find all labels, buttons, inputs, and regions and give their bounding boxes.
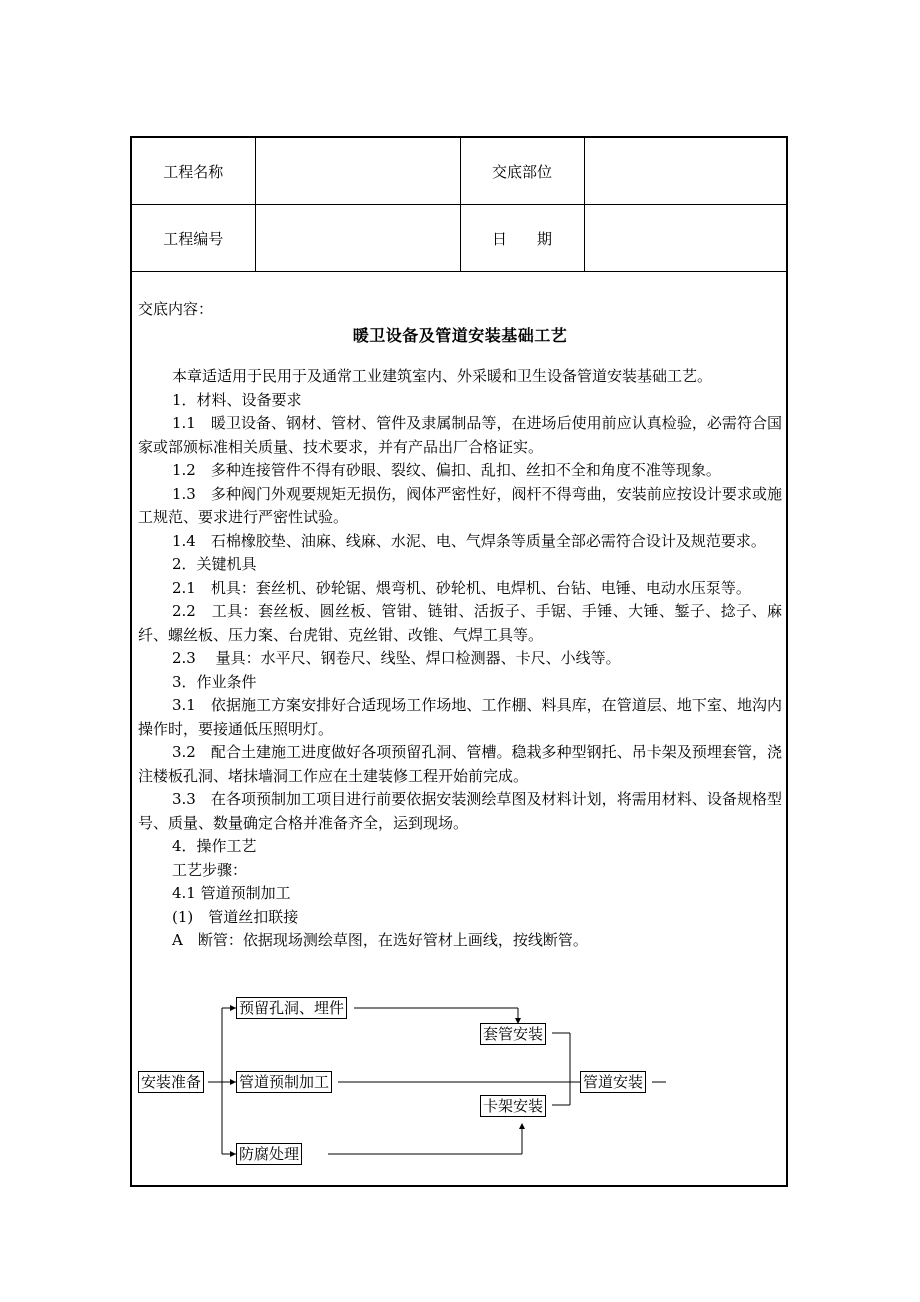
project-no-label: 工程编号 [132, 205, 255, 272]
date-field[interactable] [584, 205, 786, 272]
paragraph: 3.3 在各项预制加工项目进行前要依据安装测绘草图及材料计划，将需用材料、设备规格型号、质量、数量确定合格并准备齐全，运到现场。 [138, 790, 782, 832]
step-pipe-install: 管道安装 [580, 1071, 646, 1093]
handover-part-field[interactable] [584, 138, 786, 205]
project-name-label: 工程名称 [132, 138, 255, 205]
process-flowchart [132, 990, 786, 1180]
paragraph: 2.1 机具：套丝机、砂轮锯、煨弯机、砂轮机、电焊机、台钻、电锤、电动水压泵等。 [172, 578, 751, 597]
step-pipe-prefab: 管道预制加工 [236, 1071, 332, 1093]
paragraph: A 断管：依据现场测绘草图，在选好管材上画线，按线断管。 [172, 931, 588, 949]
handover-form [130, 136, 788, 1187]
step-anticorrosion: 防腐处理 [236, 1143, 302, 1165]
section-heading: 2．关键机具 [172, 555, 257, 573]
paragraph: 2.2 工具：套丝板、圆丝板、管钳、链钳、活扳子、手锯、手锤、大锤、錾子、捻子、麻纤、螺丝板、压力案、台虎钳、克丝钳、改锥、气焊工具等。 [138, 602, 782, 644]
section-heading: 3．作业条件 [172, 672, 257, 691]
paragraph: 1.4 石棉橡胶垫、油麻、线麻、水泥、电、气焊条等质量全部必需符合设计及规范要求。 [172, 531, 766, 550]
paragraph: (1) 管道丝扣联接 [172, 907, 299, 926]
date-label: 日 期 [460, 205, 584, 272]
project-no-field[interactable] [255, 205, 460, 272]
step-sleeve-install: 套管安装 [480, 1023, 546, 1045]
paragraph: 4.1 管道预制加工 [172, 884, 291, 902]
step-bracket-install: 卡架安装 [480, 1095, 546, 1117]
paragraph: 1.3 多种阀门外观要规矩无损伤，阀体严密性好，阀杆不得弯曲，安装前应按设计要求或施工规范、要求进行严密性试验。 [138, 484, 782, 526]
document-title: 暖卫设备及管道安装基础工艺 [352, 325, 568, 345]
paragraph: 1.2 多种连接管件不得有砂眼、裂纹、偏扣、乱扣、丝扣不全和角度不准等现象。 [172, 461, 721, 479]
paragraph: 本章适适用于民用于及通常工业建筑室内、外采暖和卫生设备管道安装基础工艺。 [172, 367, 713, 385]
handover-content [138, 298, 782, 953]
paragraph: 工艺步骤： [172, 860, 248, 879]
paragraph: 2.3 量具：水平尺、钢卷尺、线坠、焊口检测器、卡尺、小线等。 [172, 649, 621, 667]
header-table [132, 138, 786, 272]
project-name-field[interactable] [255, 138, 460, 205]
flowchart-connectors [132, 990, 786, 1180]
step-reserve-holes: 预留孔洞、埋件 [236, 997, 347, 1019]
paragraph: 3.1 依据施工方案安排好合适现场工作场地、工作棚、料具库，在管道层、地下室、地沟内操作时，要接通低压照明灯。 [138, 696, 782, 738]
section-heading: 4．操作工艺 [172, 837, 257, 855]
section-heading: 1．材料、设备要求 [172, 390, 302, 409]
paragraph: 3.2 配合土建施工进度做好各项预留孔洞、管槽。稳栽多种型钢托、吊卡架及预埋套管，浇注楼板孔洞、堵抹墙洞工作应在土建装修工程开始前完成。 [138, 743, 782, 785]
paragraph: 1.1 暖卫设备、钢材、管材、管件及隶属制品等，在进场后使用前应认真检验，必需符合国家或部颁标准相关质量、技术要求，并有产品出厂合格证实。 [138, 414, 782, 456]
handover-part-label: 交底部位 [460, 138, 584, 205]
step-install-prep: 安装准备 [138, 1071, 204, 1093]
content-label: 交底内容： [138, 300, 214, 318]
